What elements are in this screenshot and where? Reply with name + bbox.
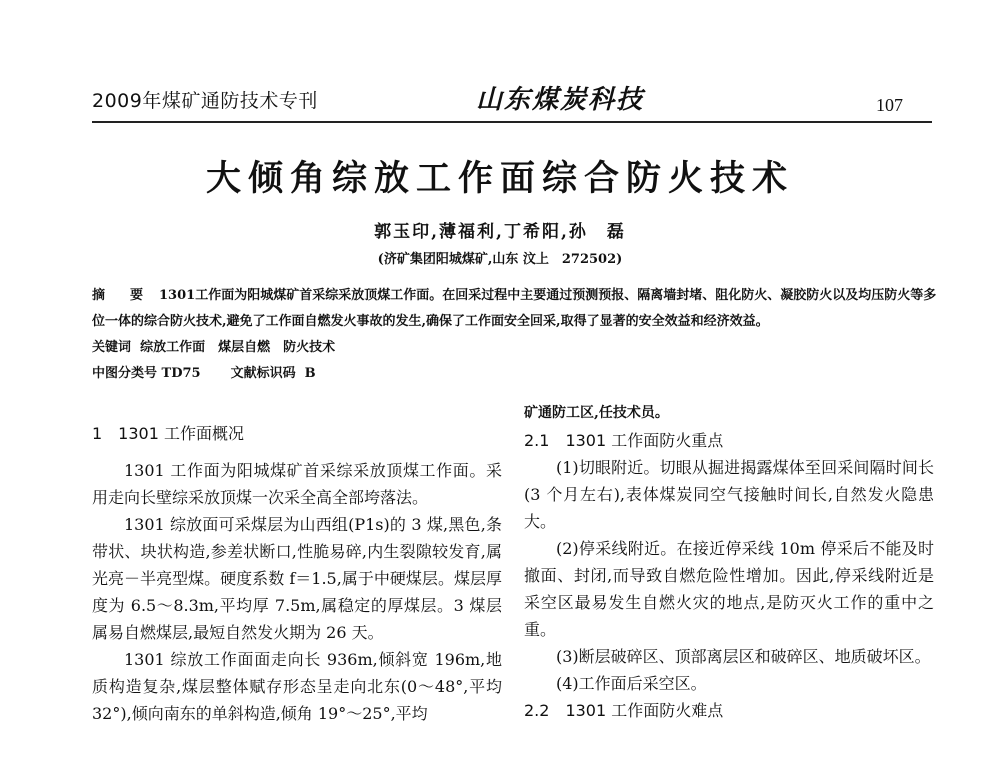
author-affiliation: (济矿集团阳城煤矿,山东 汶上 272502)	[377, 252, 623, 267]
header-rule	[92, 121, 932, 123]
page-number: 107	[876, 95, 903, 115]
section-heading-2-2: 2.2 1301 工作面防火难点	[524, 701, 724, 720]
section-heading-2-1: 2.1 1301 工作面防火重点	[524, 431, 724, 450]
paper-authors: 郭玉印,薄福利,丁希阳,孙 磊	[374, 222, 626, 242]
abstract-label: 摘 要	[92, 288, 150, 303]
journal-issue: 2009年煤矿通防技术专刊	[92, 90, 318, 112]
classification	[92, 361, 938, 387]
section-heading-1: 1 1301 工作面概况	[92, 424, 244, 443]
paper-title: 大倾角综放工作面综合防火技术	[205, 158, 794, 199]
author-note: 矿通防工区,任技术员。	[524, 405, 669, 421]
paragraph: 1301 工作面为阳城煤矿首采综采放顶煤工作面。采用走向长壁综采放顶煤一次采全高全部垮落法。	[92, 461, 502, 507]
right-column	[524, 400, 934, 724]
abstract	[92, 283, 938, 335]
clc-value: TD75	[161, 366, 201, 381]
keywords	[92, 335, 938, 361]
doc-code-label: 文献标识码	[230, 366, 296, 381]
paragraph: (1)切眼附近。切眼从掘进揭露煤体至回采间隔时间长(3 个月左右),表体煤炭同空气接触时间长,自然发火隐患大。	[524, 458, 934, 531]
paragraph: (2)停采线附近。在接近停采线 10m 停采后不能及时撤面、封闭,而导致自燃危险性增加。因此,停采线附近是采空区最易发生自燃火灾的地点,是防灭火工作的重中之重。	[524, 539, 934, 639]
clc-label: 中图分类号	[92, 366, 158, 381]
paragraph: (3)断层破碎区、顶部离层区和破碎区、地质破坏区。	[556, 647, 931, 666]
doc-code-value: B	[304, 366, 316, 381]
paragraph: 1301 综放面可采煤层为山西组(P1s)的 3 煤,黑色,条带状、块状构造,参差状断口,性脆易碎,内生裂隙较发育,属光亮－半亮型煤。硬度系数 f＝1.5,属于中硬煤层。煤层厚度为 6.5～8.3m,平均厚 7.5m,属稳定的厚煤层。3 煤层属易自燃煤层,最短自然发火期为 26 天。	[92, 515, 502, 642]
journal-name: 山东煤炭科技	[476, 85, 645, 115]
keywords-text: 综放工作面 煤层自燃 防火技术	[140, 340, 336, 355]
keywords-label: 关键词	[92, 340, 132, 355]
abstract-text: 1301工作面为阳城煤矿首采综采放顶煤工作面。在回采过程中主要通过预测预报、隔离墙封堵、阻化防火、凝胶防火以及均压防火等多位一体的综合防火技术,避免了工作面自燃发火事故的发生,确保了工作面安全回采,取得了显著的安全效益和经济效益。	[92, 288, 937, 329]
paragraph: 1301 综放工作面面走向长 936m,倾斜宽 196m,地质构造复杂,煤层整体赋存形态呈走向北东(0～48°,平均 32°),倾向南东的单斜构造,倾角 19°～25°,平均	[92, 650, 502, 723]
left-column	[92, 420, 502, 727]
abstract-block	[92, 283, 938, 387]
paragraph: (4)工作面后采空区。	[556, 674, 707, 693]
